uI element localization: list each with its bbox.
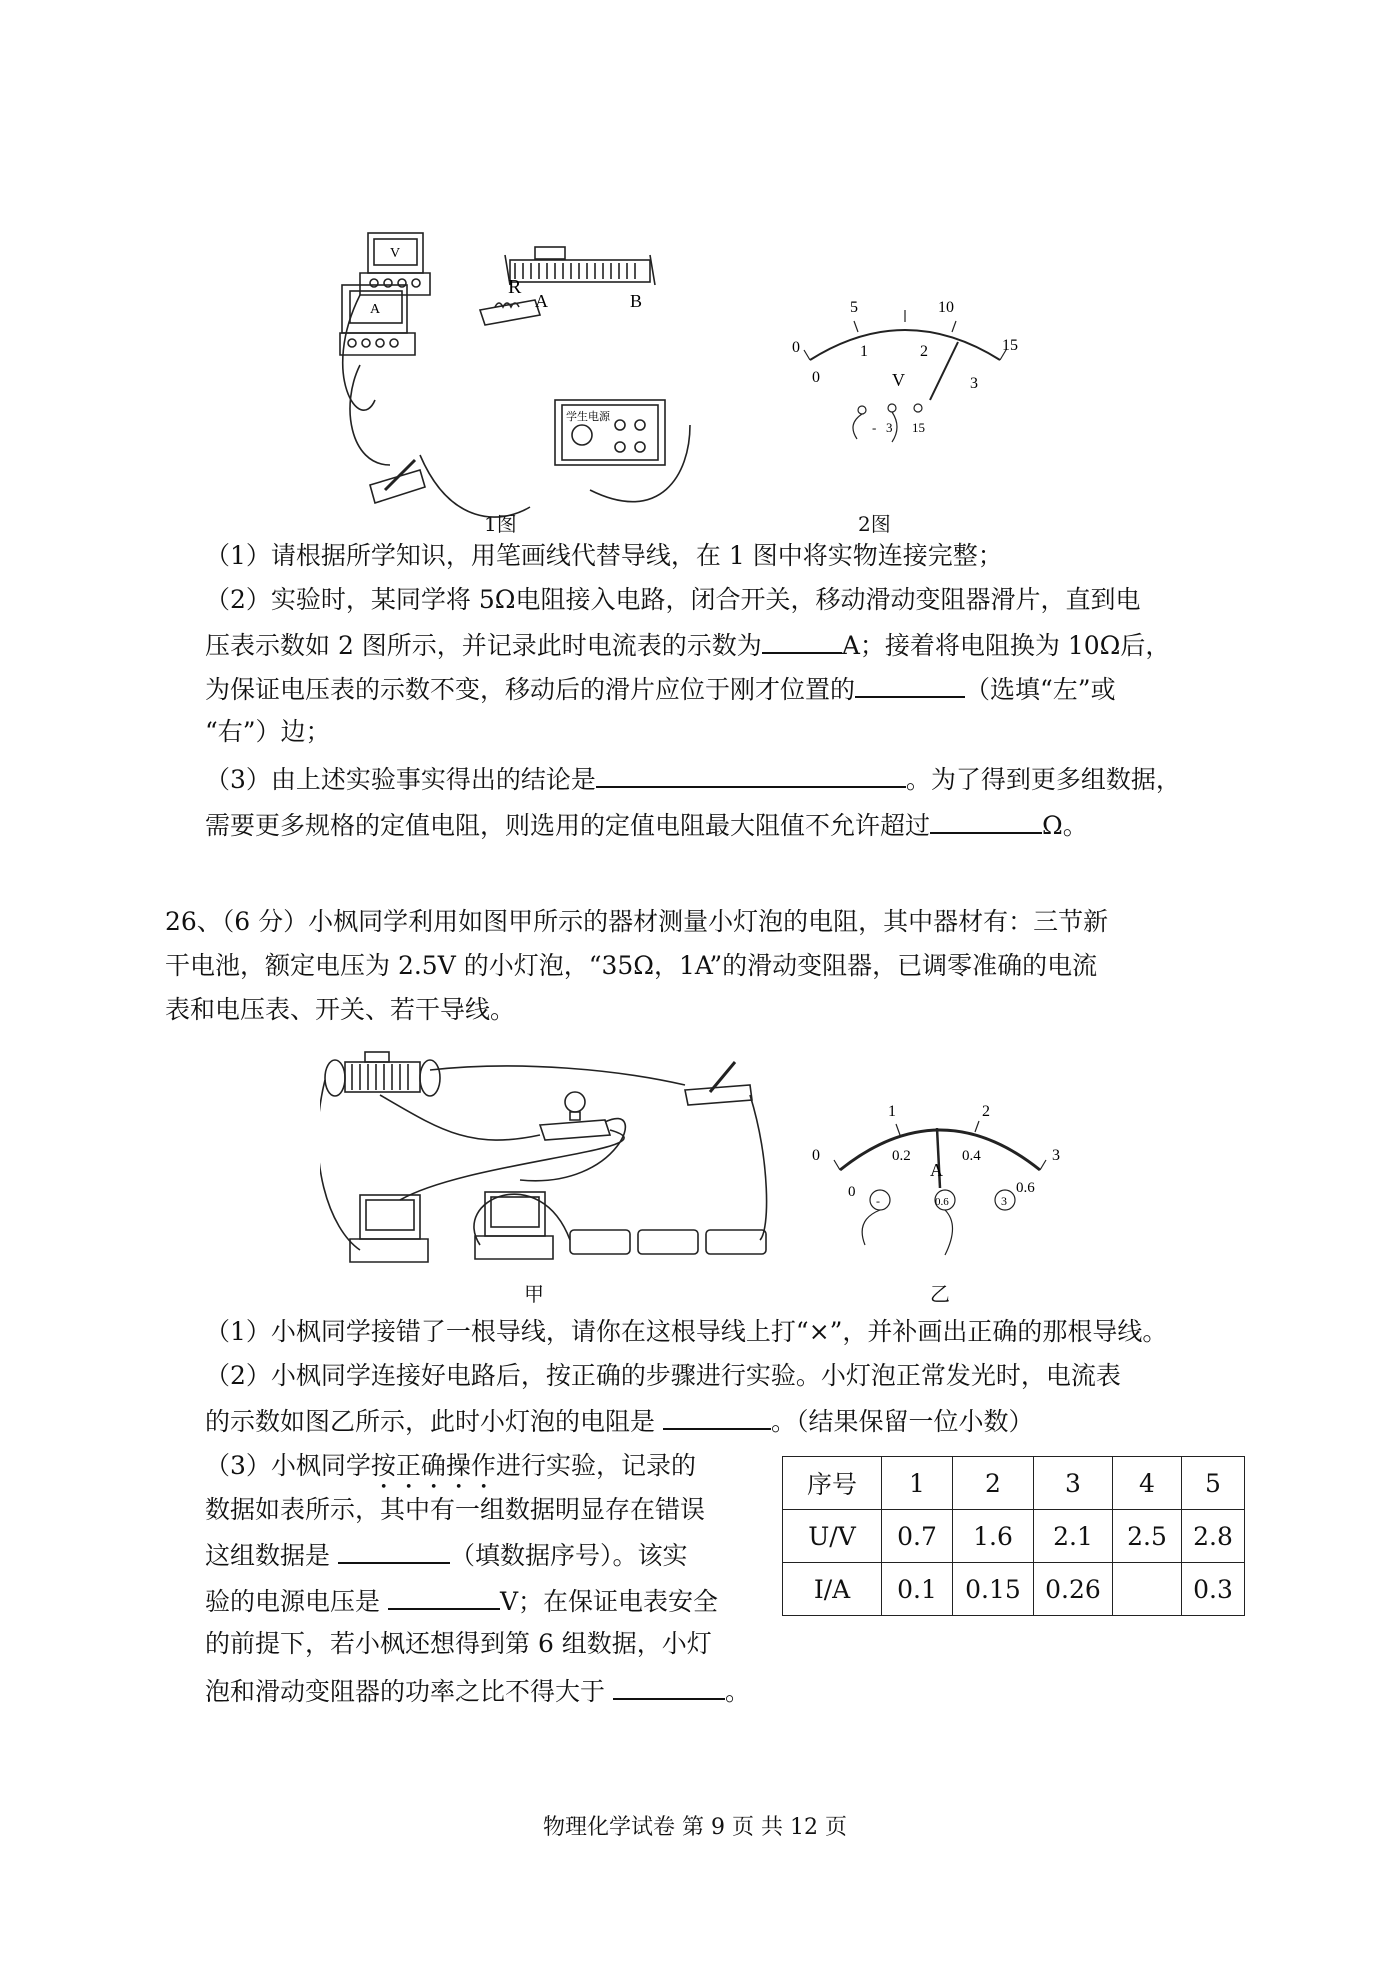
page-footer: 物理化学试卷 第 9 页 共 12 页	[543, 1815, 847, 1840]
volt-unit: V	[892, 370, 905, 390]
q26-stem-line1: 26、（6 分）小枫同学利用如图甲所示的器材测量小灯泡的电阻，其中器材有：三节新	[165, 907, 1109, 936]
q26-part3-line6	[205, 1674, 750, 1708]
volt-terminal-minus: -	[872, 420, 877, 435]
q25-part2-line1: （2）实验时，某同学将 5Ω电阻接入电路，闭合开关，移动滑动变阻器滑片，直到电	[205, 585, 1141, 614]
volt-outer-10: 10	[938, 299, 954, 316]
q26-part3-line3	[205, 1538, 687, 1572]
table-header-cell: 2	[953, 1457, 1034, 1510]
amm-outer-0: 0	[812, 1147, 820, 1164]
caption-1-figure: 1图	[484, 512, 517, 536]
table-cell: U/V	[783, 1510, 882, 1563]
caption-2-figure: 2图	[858, 512, 891, 536]
table-cell: 0.26	[1034, 1563, 1113, 1616]
table-cell: 0.3	[1182, 1563, 1245, 1616]
table-header-cell: 4	[1113, 1457, 1182, 1510]
q25-part1: （1）请根据所学知识，用笔画线代替导线，在 1 图中将实物连接完整；	[205, 541, 1003, 570]
table-row	[783, 1510, 1245, 1563]
q26-part2-line2	[205, 1404, 1033, 1438]
amm-outer-1: 1	[888, 1103, 896, 1120]
table-header-cell: 1	[882, 1457, 953, 1510]
table-cell: 0.7	[882, 1510, 953, 1563]
blank-power-ratio[interactable]	[613, 1674, 725, 1700]
table-header-cell: 5	[1182, 1457, 1245, 1510]
table-cell: I/A	[783, 1563, 882, 1616]
q26-part3-line3-b: （填数据序号）。该实	[449, 1541, 688, 1570]
table-cell: 1.6	[953, 1510, 1034, 1563]
table-cell: 2.8	[1182, 1510, 1245, 1563]
figure-yi-ammeter-scale	[800, 1060, 1080, 1275]
label-B: B	[630, 291, 643, 311]
volt-terminal-15: 15	[912, 420, 925, 435]
amm-inner-0-6: 0.6	[1016, 1180, 1035, 1196]
blank-current[interactable]	[762, 628, 842, 654]
q26-part3-line2: 数据如表所示，其中有一组数据明显存在错误	[205, 1495, 706, 1524]
amm-inner-0-4: 0.4	[962, 1148, 981, 1164]
amm-terminal-0-6: 0.6	[935, 1196, 949, 1208]
q25-part3-line1	[205, 762, 1181, 796]
amm-inner-0: 0	[848, 1184, 856, 1200]
q26-emphasis-correct-operation: 按正确操作	[370, 1451, 496, 1480]
voltmeter-needle	[930, 342, 958, 400]
q26-stem-line2: 干电池，额定电压为 2.5V 的小灯泡，“35Ω，1A”的滑动变阻器，已调零准确的电流	[165, 951, 1098, 980]
q26-part1: （1）小枫同学接错了一根导线，请你在这根导线上打“×”，并补画出正确的那根导线。	[205, 1317, 1168, 1346]
volt-inner-0: 0	[812, 369, 820, 386]
q25-part2-line3-a: 为保证电压表的示数不变，移动后的滑片应位于刚才位置的	[205, 675, 856, 704]
table-cell: 2.1	[1034, 1510, 1113, 1563]
q25-part3-line2	[205, 808, 1088, 842]
volt-inner-3: 3	[970, 375, 978, 392]
q26-part3-line5: 的前提下，若小枫还想得到第 6 组数据，小灯	[205, 1629, 712, 1658]
blank-direction[interactable]	[855, 672, 965, 698]
q25-part3-line1-b: 。为了得到更多组数据，	[905, 765, 1181, 794]
table-row	[783, 1563, 1245, 1616]
amm-terminal-3: 3	[1001, 1194, 1007, 1208]
q26-part2-line2-a: 的示数如图乙所示，此时小灯泡的电阻是	[205, 1407, 656, 1436]
blank-wrong-row[interactable]	[338, 1538, 450, 1564]
q26-part3-line6-a: 泡和滑动变阻器的功率之比不得大于	[205, 1677, 606, 1706]
volt-outer-15: 15	[1002, 337, 1018, 354]
blank-resistance[interactable]	[663, 1404, 771, 1430]
scale-arc	[810, 330, 1000, 360]
q26-part3-line1-b: 进行实验，记录的	[495, 1451, 696, 1480]
table-cell: 2.5	[1113, 1510, 1182, 1563]
blank-max-resistance[interactable]	[930, 808, 1042, 834]
q26-part3-line3-a: 这组数据是	[205, 1541, 331, 1570]
label-power-supply: 学生电源	[566, 411, 610, 423]
label-R: R	[508, 276, 522, 298]
q26-part3-line1	[205, 1450, 696, 1495]
table-cell: 0.1	[882, 1563, 953, 1616]
figure-jia-circuit	[320, 1040, 770, 1275]
q25-part2-line2-b: A；接着将电阻换为 10Ω后，	[841, 631, 1171, 660]
amm-outer-3: 3	[1052, 1147, 1060, 1164]
q26-part3-line4-a: 验的电源电压是	[205, 1587, 381, 1616]
q25-part3-line2-a: 需要更多规格的定值电阻，则选用的定值电阻最大阻值不允许超过	[205, 811, 931, 840]
amm-outer-2: 2	[982, 1103, 990, 1120]
q25-part2-line4: “右”）边；	[205, 717, 331, 746]
q26-part2-line1: （2）小枫同学连接好电路后，按正确的步骤进行实验。小灯泡正常发光时，电流表	[205, 1361, 1121, 1390]
figure-1-circuit	[330, 225, 810, 545]
blank-voltage[interactable]	[388, 1584, 500, 1610]
q26-part3-line4-b: V；在保证电表安全	[499, 1587, 719, 1616]
q26-part3-line6-b: 。	[724, 1677, 750, 1706]
q25-part3-line1-a: （3）由上述实验事实得出的结论是	[205, 765, 596, 794]
q26-part3-line4	[205, 1584, 718, 1618]
q25-part2-line3	[205, 672, 1116, 706]
q26-part3-line1-a: （3）小枫同学	[205, 1451, 371, 1480]
caption-jia: 甲	[524, 1282, 544, 1306]
q25-part3-line2-b: Ω。	[1042, 811, 1088, 840]
volt-inner-2: 2	[920, 343, 928, 360]
table-header-row	[783, 1457, 1245, 1510]
caption-yi: 乙	[930, 1282, 950, 1306]
q25-part2-line3-b: （选填“左”或	[965, 675, 1116, 704]
amm-terminal-minus: -	[876, 1194, 880, 1208]
label-ammeter-a: A	[370, 302, 381, 317]
label-A: A	[535, 291, 548, 311]
volt-terminal-3: 3	[886, 420, 893, 435]
figure-2-voltmeter-scale	[780, 260, 1030, 460]
q25-part2-line2	[205, 628, 1170, 662]
amm-inner-0-2: 0.2	[892, 1148, 911, 1164]
volt-inner-1: 1	[860, 343, 868, 360]
table-header-cell: 序号	[783, 1457, 882, 1510]
table-cell-empty[interactable]	[1113, 1563, 1182, 1616]
blank-conclusion[interactable]	[596, 762, 906, 788]
q26-part2-line2-b: 。（结果保留一位小数）	[770, 1407, 1034, 1436]
data-table	[782, 1456, 1245, 1616]
volt-outer-0: 0	[792, 339, 800, 356]
label-voltmeter-v: V	[390, 246, 401, 261]
table-cell: 0.15	[953, 1563, 1034, 1616]
q25-part2-line2-a: 压表示数如 2 图所示，并记录此时电流表的示数为	[205, 631, 762, 660]
volt-outer-5: 5	[850, 299, 858, 316]
table-header-cell: 3	[1034, 1457, 1113, 1510]
amm-unit: A	[930, 1160, 943, 1180]
q26-stem-line3: 表和电压表、开关、若干导线。	[165, 995, 516, 1024]
